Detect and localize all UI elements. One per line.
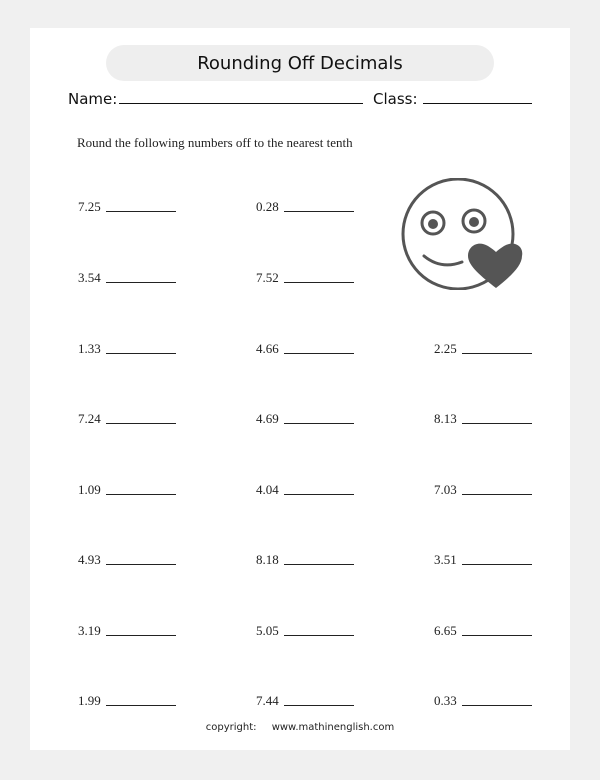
- question-number: 3.19: [78, 623, 101, 638]
- question-number: 4.69: [256, 411, 279, 426]
- question-number: 7.03: [434, 482, 457, 497]
- answer-blank[interactable]: [284, 353, 354, 354]
- question-number: 7.25: [78, 199, 101, 214]
- name-line: [119, 103, 363, 104]
- answer-blank[interactable]: [106, 282, 176, 283]
- question-number: 0.28: [256, 199, 279, 214]
- answer-blank[interactable]: [462, 494, 532, 495]
- question-number: 2.25: [434, 341, 457, 356]
- question-number: 7.52: [256, 270, 279, 285]
- question-number: 3.54: [78, 270, 101, 285]
- question-number: 5.05: [256, 623, 279, 638]
- smiley-heart-icon: [396, 178, 524, 290]
- answer-blank[interactable]: [284, 705, 354, 706]
- answer-blank[interactable]: [284, 211, 354, 212]
- question-number: 1.09: [78, 482, 101, 497]
- answer-blank[interactable]: [284, 423, 354, 424]
- question-number: 1.99: [78, 693, 101, 708]
- title-text: Rounding Off Decimals: [197, 52, 403, 74]
- answer-blank[interactable]: [284, 635, 354, 636]
- answer-blank[interactable]: [284, 282, 354, 283]
- footer: [0, 722, 600, 733]
- name-label: Name:: [68, 90, 118, 108]
- question-number: 8.13: [434, 411, 457, 426]
- question-number: 1.33: [78, 341, 101, 356]
- class-label: Class:: [373, 90, 418, 108]
- question-number: 7.44: [256, 693, 279, 708]
- question-number: 8.18: [256, 552, 279, 567]
- copyright-label: copyright:: [205, 722, 257, 733]
- answer-blank[interactable]: [106, 353, 176, 354]
- answer-blank[interactable]: [462, 635, 532, 636]
- instruction-text: Round the following numbers off to the nearest tenth: [77, 135, 353, 150]
- class-line: [423, 103, 532, 104]
- site-link: www.mathinenglish.com: [271, 722, 395, 733]
- question-number: 4.93: [78, 552, 101, 567]
- question-number: 3.51: [434, 552, 457, 567]
- answer-blank[interactable]: [106, 635, 176, 636]
- answer-blank[interactable]: [462, 353, 532, 354]
- answer-blank[interactable]: [284, 564, 354, 565]
- answer-blank[interactable]: [462, 423, 532, 424]
- answer-blank[interactable]: [106, 423, 176, 424]
- question-number: 4.66: [256, 341, 279, 356]
- answer-blank[interactable]: [284, 494, 354, 495]
- answer-blank[interactable]: [106, 211, 176, 212]
- question-number: 4.04: [256, 482, 279, 497]
- answer-blank[interactable]: [462, 564, 532, 565]
- answer-blank[interactable]: [106, 705, 176, 706]
- answer-blank[interactable]: [106, 564, 176, 565]
- worksheet-title: [106, 45, 494, 81]
- answer-blank[interactable]: [106, 494, 176, 495]
- question-number: 0.33: [434, 693, 457, 708]
- question-number: 6.65: [434, 623, 457, 638]
- question-number: 7.24: [78, 411, 101, 426]
- answer-blank[interactable]: [462, 705, 532, 706]
